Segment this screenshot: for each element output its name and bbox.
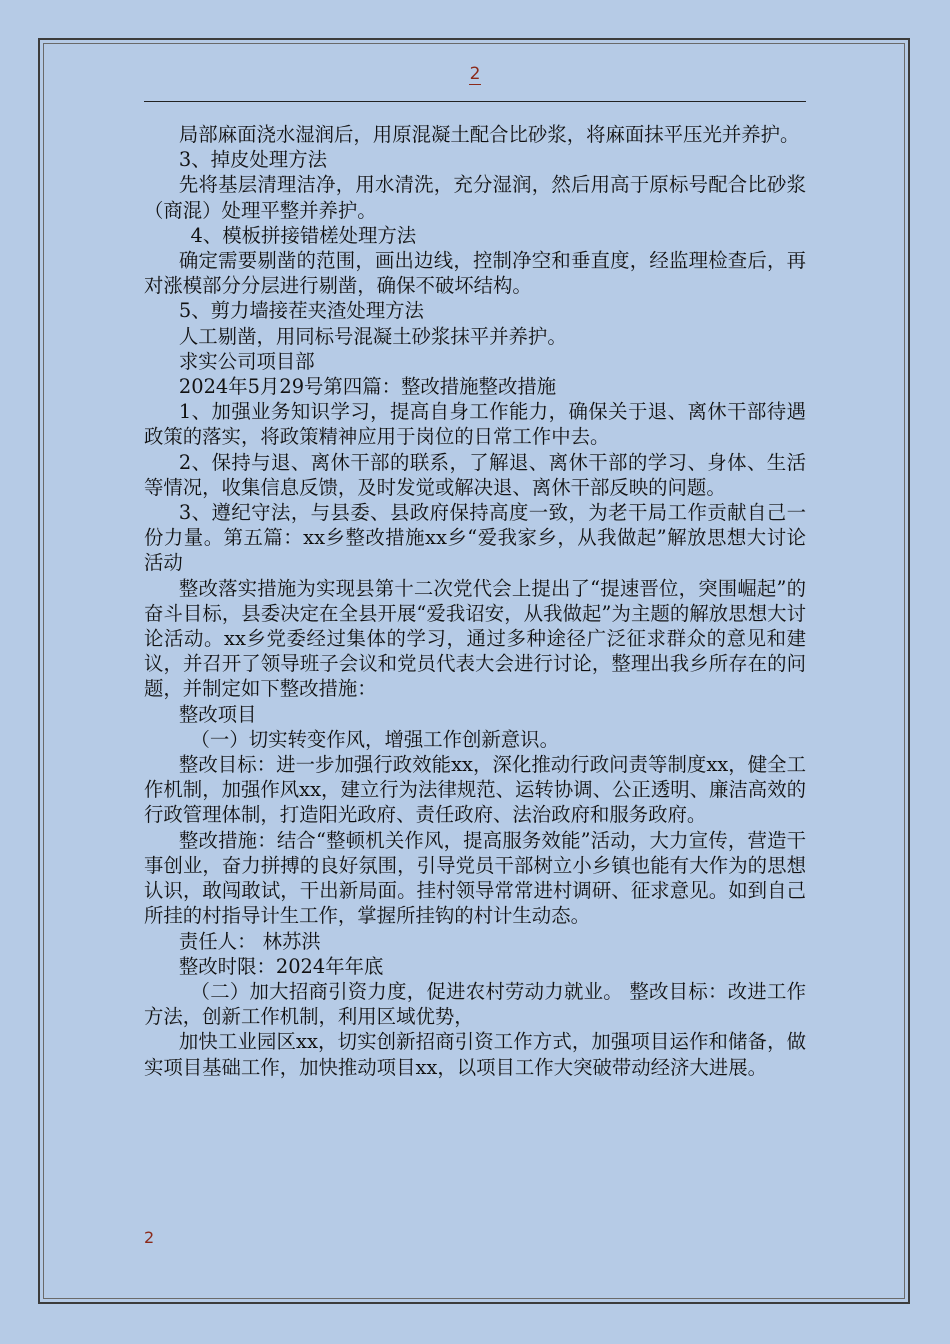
paragraph: 确定需要剔凿的范围，画出边线，控制净空和垂直度，经监理检查后，再对涨模部分分层进行剔凿，确保不破坏结构。 xyxy=(144,249,806,298)
date-line: 2024年5月29号第四篇：整改措施整改措施 xyxy=(178,375,557,399)
paragraph: 先将基层清理洁净，用水清洗，充分湿润，然后用高于原标号配合比砂浆（商混）处理平整并养护。 xyxy=(144,173,806,222)
signature-line: 求实公司项目部 xyxy=(178,349,315,373)
header-page-number: 2 xyxy=(469,64,481,84)
paragraph: 局部麻面浇水湿润后，用原混凝土配合比砂浆，将麻面抹平压光并养护。 xyxy=(178,123,800,146)
paragraph: 1、加强业务知识学习，提高自身工作能力，确保关于退、离休干部待遇政策的落实，将政策精神应用于岗位的日常工作中去。 xyxy=(144,400,806,449)
heading: 3、掉皮处理方法 xyxy=(178,148,327,172)
deadline: 整改时限：2024年年底 xyxy=(178,954,384,978)
paragraph: 整改落实措施为实现县第十二次党代会上提出了“提速晋位，突围崛起”的奋斗目标，县委决定在全县开展“爱我诏安，从我做起”为主题的解放思想大讨论活动。xx乡党委经过集体的学习，通过多种途径广泛征求群众的意见和建议，并召开了领导班子会议和党员代表大会进行讨论，整理出我乡所存在的问题，并制定如下整改措施： xyxy=(144,576,806,701)
paragraph: 人工剔凿，用同标号混凝土砂浆抹平并养护。 xyxy=(178,324,567,348)
heading: 4、模板拼接错槎处理方法 xyxy=(190,223,417,247)
heading: 5、剪力墙接茬夹渣处理方法 xyxy=(178,299,424,323)
heading: 整改项目 xyxy=(178,702,257,726)
footer-page-number: 2 xyxy=(144,1228,155,1247)
subheading: （二）加大招商引资力度，促进农村劳动力就业。 整改目标：改进工作方法，创新工作机制，利用区域优势， xyxy=(144,979,806,1029)
paragraph: 2、保持与退、离休干部的联系，了解退、离休干部的学习、身体、生活等情况，收集信息反馈，及时发觉或解决退、离休干部反映的问题。 xyxy=(144,450,806,499)
subheading: （一）切实转变作风，增强工作创新意识。 xyxy=(190,727,559,751)
responsible-person: 责任人： 林苏洪 xyxy=(178,929,321,953)
paragraph: 3、遵纪守法，与县委、县政府保持高度一致，为老干局工作贡献自己一份力量。第五篇：xx乡整改措施xx乡“爱我家乡，从我做起”解放思想大讨论活动 xyxy=(144,501,806,575)
paragraph: 整改措施：结合“整顿机关作风，提高服务效能”活动，大力宣传，营造干事创业，奋力拼搏的良好氛围，引导党员干部树立小乡镇也能有大作为的思想认识，敢闯敢试，干出新局面。挂村领导常常进村调研、征求意见。如到自己所挂的村指导计生工作，掌握所挂钩的村计生动态。 xyxy=(144,828,806,928)
paragraph: 加快工业园区xx，切实创新招商引资工作方式，加强项目运作和储备，做实项目基础工作，加快推动项目xx，以项目工作大突破带动经济大进展。 xyxy=(144,1030,806,1079)
header-rule xyxy=(144,101,806,102)
document-body xyxy=(144,122,806,1080)
paragraph: 整改目标：进一步加强行政效能xx，深化推动行政问责等制度xx，健全工作机制，加强作风xx，建立行为法律规范、运转协调、公正透明、廉洁高效的行政管理体制，打造阳光政府、责任政府、法治政府和服务政府。 xyxy=(144,753,806,827)
